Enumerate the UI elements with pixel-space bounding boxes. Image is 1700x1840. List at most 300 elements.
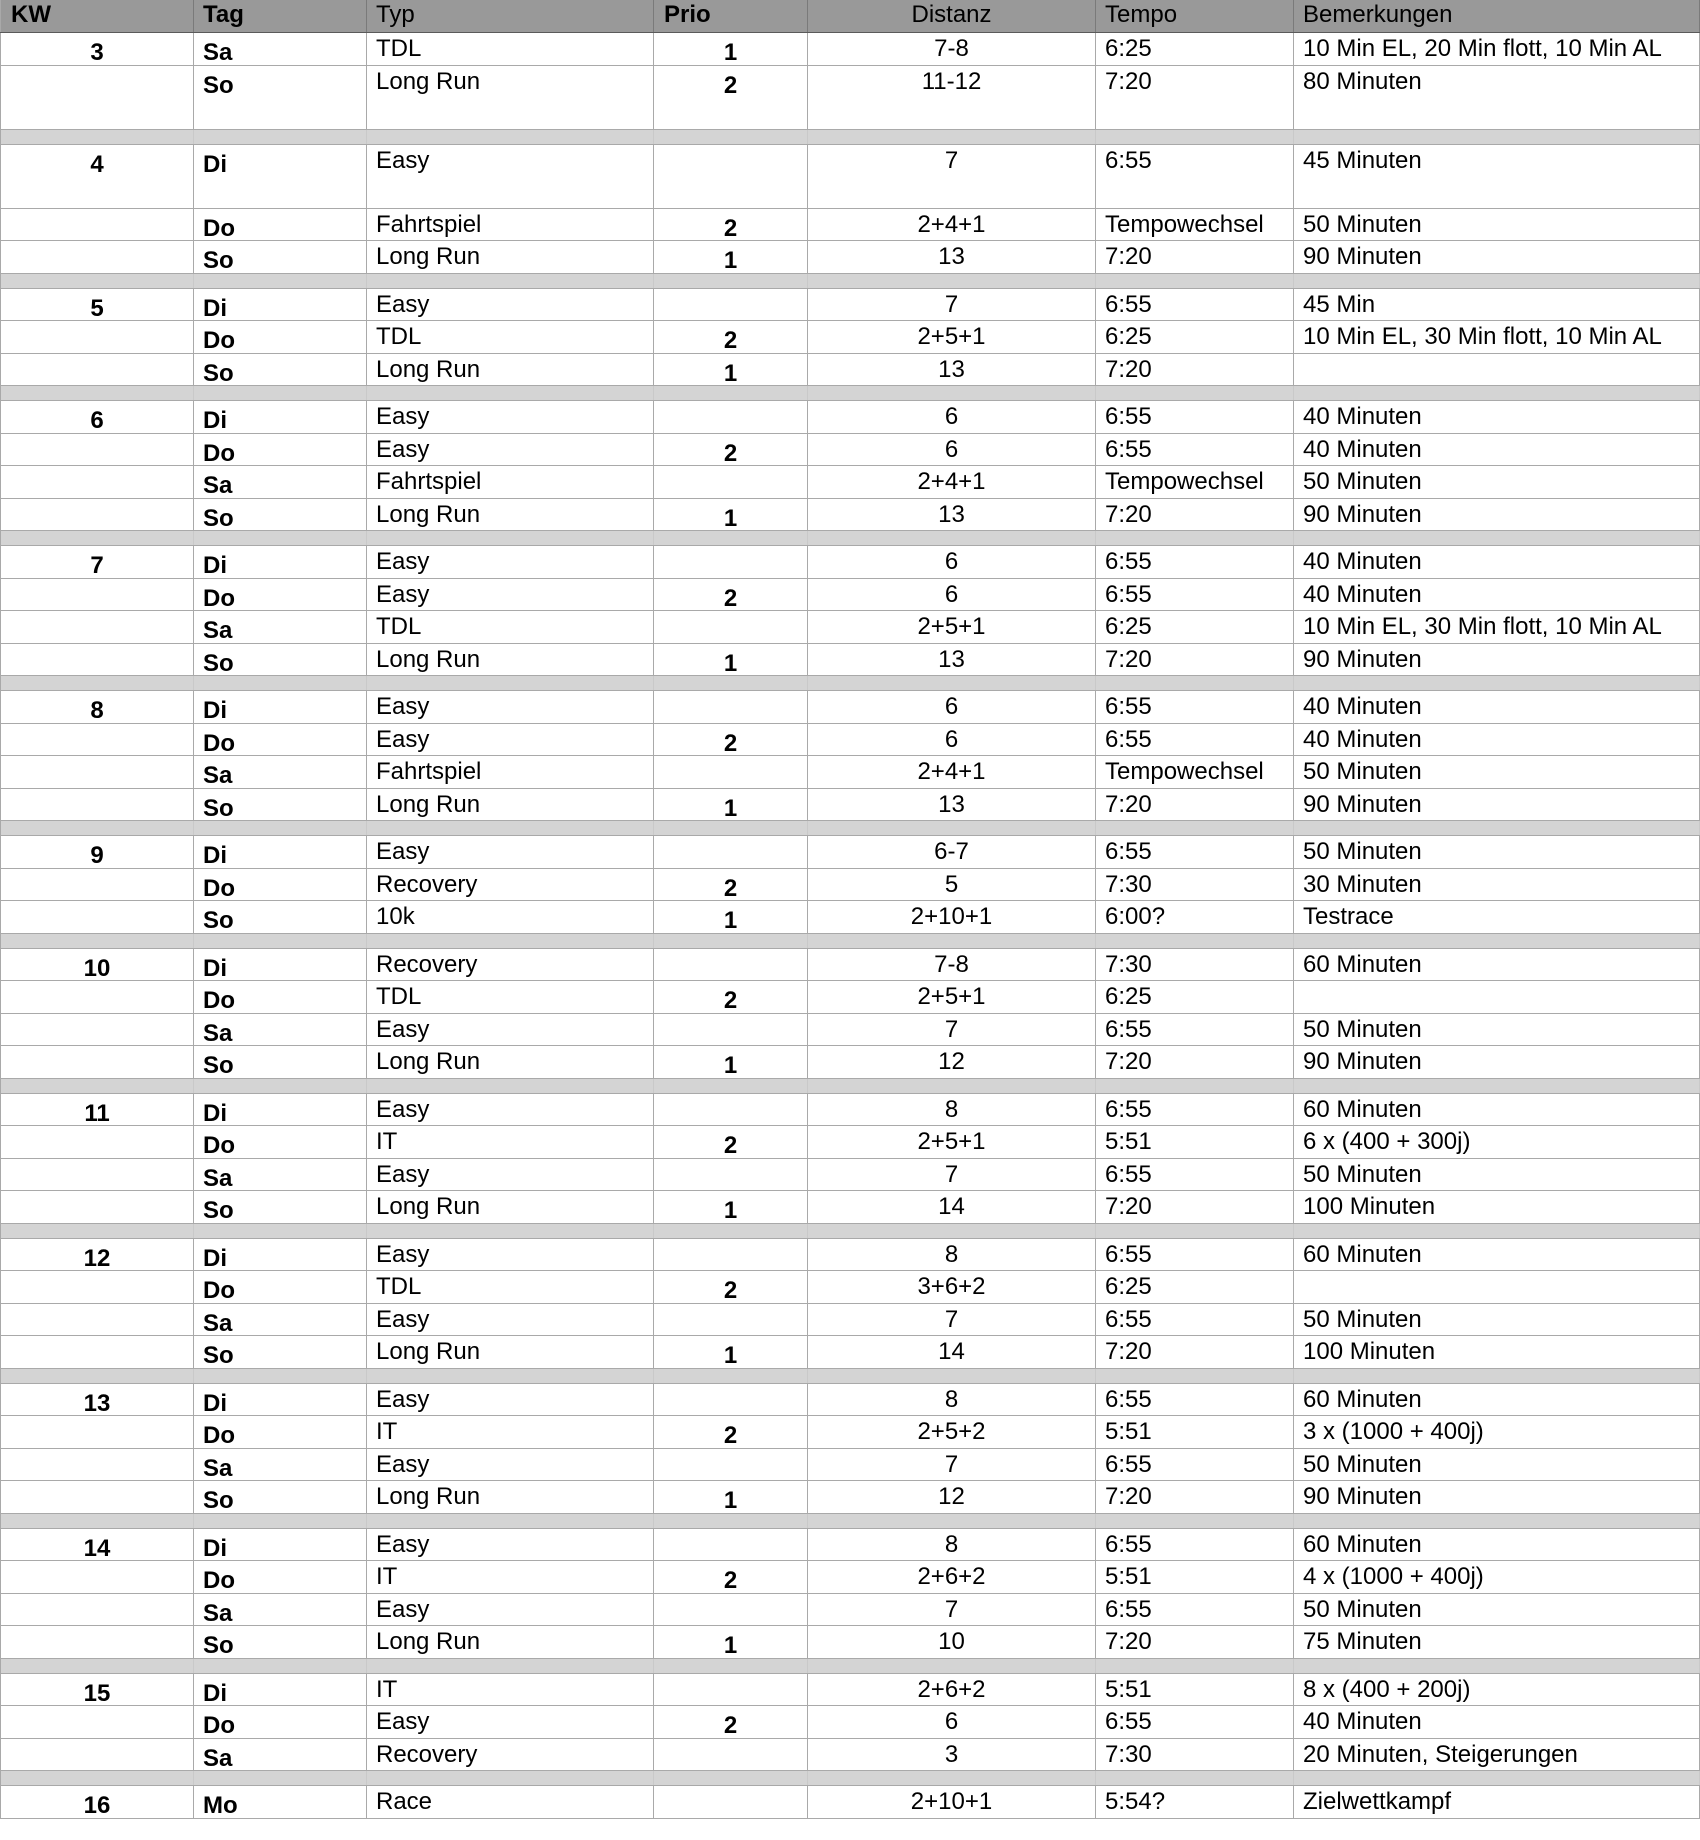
cell-typ[interactable]: 10k (367, 901, 654, 933)
cell-tempo[interactable]: 6:55 (1096, 145, 1294, 208)
cell-distanz[interactable]: 2+6+2 (808, 1561, 1096, 1593)
cell-typ[interactable]: Long Run (367, 241, 654, 273)
cell-tempo[interactable]: Tempowechsel (1096, 466, 1294, 498)
cell-tempo[interactable]: 6:25 (1096, 33, 1294, 65)
cell-tempo[interactable]: 6:25 (1096, 321, 1294, 353)
cell-tempo[interactable]: 6:55 (1096, 1529, 1294, 1561)
cell-tag[interactable]: Do (194, 724, 367, 756)
cell-tag[interactable]: Sa (194, 466, 367, 498)
cell-tag[interactable]: Do (194, 1561, 367, 1593)
cell-bem[interactable]: 10 Min EL, 30 Min flott, 10 Min AL (1294, 321, 1700, 353)
cell-typ[interactable]: Recovery (367, 949, 654, 981)
cell-kw[interactable] (0, 241, 194, 273)
cell-distanz[interactable]: 2+4+1 (808, 209, 1096, 241)
cell-prio[interactable]: 1 (654, 789, 808, 821)
cell-tag[interactable]: Do (194, 981, 367, 1013)
cell-kw[interactable]: 5 (0, 289, 194, 321)
cell-tag[interactable]: Di (194, 546, 367, 578)
cell-prio[interactable]: 1 (654, 901, 808, 933)
cell-bem[interactable]: 40 Minuten (1294, 579, 1700, 611)
cell-typ[interactable]: Easy (367, 289, 654, 321)
cell-bem[interactable]: 50 Minuten (1294, 1159, 1700, 1191)
cell-distanz[interactable]: 8 (808, 1239, 1096, 1271)
cell-typ[interactable]: Easy (367, 579, 654, 611)
cell-prio[interactable] (654, 1304, 808, 1336)
column-header-tag[interactable]: Tag (194, 0, 367, 32)
cell-distanz[interactable]: 2+6+2 (808, 1674, 1096, 1706)
cell-prio[interactable] (654, 1239, 808, 1271)
cell-typ[interactable]: Long Run (367, 644, 654, 676)
cell-prio[interactable] (654, 401, 808, 433)
cell-bem[interactable] (1294, 1271, 1700, 1303)
cell-typ[interactable]: Long Run (367, 1191, 654, 1223)
cell-kw[interactable] (0, 466, 194, 498)
cell-tag[interactable]: So (194, 1481, 367, 1513)
cell-bem[interactable]: Zielwettkampf (1294, 1786, 1700, 1818)
cell-kw[interactable] (0, 1126, 194, 1158)
cell-bem[interactable]: 50 Minuten (1294, 756, 1700, 788)
cell-typ[interactable]: Long Run (367, 1626, 654, 1658)
cell-kw[interactable] (0, 1014, 194, 1046)
cell-bem[interactable]: 40 Minuten (1294, 1706, 1700, 1738)
cell-tempo[interactable]: 7:20 (1096, 1046, 1294, 1078)
column-header-typ[interactable]: Typ (367, 0, 654, 32)
cell-tempo[interactable]: 6:25 (1096, 981, 1294, 1013)
cell-bem[interactable]: 40 Minuten (1294, 434, 1700, 466)
cell-bem[interactable]: 60 Minuten (1294, 1239, 1700, 1271)
cell-tag[interactable]: So (194, 241, 367, 273)
cell-kw[interactable] (0, 1739, 194, 1771)
cell-bem[interactable]: 60 Minuten (1294, 949, 1700, 981)
cell-kw[interactable] (0, 756, 194, 788)
cell-tempo[interactable]: 6:55 (1096, 546, 1294, 578)
cell-tempo[interactable]: Tempowechsel (1096, 209, 1294, 241)
cell-prio[interactable]: 2 (654, 579, 808, 611)
cell-distanz[interactable]: 6 (808, 724, 1096, 756)
cell-tempo[interactable]: 7:20 (1096, 66, 1294, 129)
cell-prio[interactable] (654, 949, 808, 981)
cell-bem[interactable]: 50 Minuten (1294, 1304, 1700, 1336)
cell-typ[interactable]: Easy (367, 1094, 654, 1126)
cell-typ[interactable]: Easy (367, 546, 654, 578)
cell-typ[interactable]: Easy (367, 145, 654, 208)
cell-prio[interactable]: 2 (654, 1126, 808, 1158)
cell-distanz[interactable]: 2+5+1 (808, 1126, 1096, 1158)
cell-typ[interactable]: Easy (367, 1014, 654, 1046)
cell-kw[interactable]: 7 (0, 546, 194, 578)
cell-typ[interactable]: TDL (367, 33, 654, 65)
cell-bem[interactable]: 40 Minuten (1294, 724, 1700, 756)
cell-bem[interactable]: 75 Minuten (1294, 1626, 1700, 1658)
cell-bem[interactable]: 100 Minuten (1294, 1191, 1700, 1223)
cell-typ[interactable]: Easy (367, 1239, 654, 1271)
cell-bem[interactable]: 90 Minuten (1294, 644, 1700, 676)
cell-kw[interactable] (0, 1706, 194, 1738)
cell-tag[interactable]: Do (194, 1706, 367, 1738)
cell-tag[interactable]: Sa (194, 611, 367, 643)
cell-distanz[interactable]: 13 (808, 241, 1096, 273)
cell-tempo[interactable]: 7:20 (1096, 789, 1294, 821)
column-header-prio[interactable]: Prio (654, 0, 808, 32)
cell-bem[interactable]: 40 Minuten (1294, 401, 1700, 433)
cell-typ[interactable]: TDL (367, 1271, 654, 1303)
cell-prio[interactable]: 1 (654, 499, 808, 531)
cell-tag[interactable]: So (194, 1626, 367, 1658)
cell-distanz[interactable]: 2+5+1 (808, 611, 1096, 643)
cell-tag[interactable]: So (194, 1046, 367, 1078)
cell-distanz[interactable]: 7 (808, 1014, 1096, 1046)
cell-distanz[interactable]: 6 (808, 546, 1096, 578)
cell-prio[interactable]: 1 (654, 33, 808, 65)
cell-tag[interactable]: Sa (194, 1159, 367, 1191)
cell-bem[interactable]: 3 x (1000 + 400j) (1294, 1416, 1700, 1448)
cell-kw[interactable] (0, 499, 194, 531)
cell-typ[interactable]: Easy (367, 724, 654, 756)
cell-prio[interactable]: 1 (654, 1626, 808, 1658)
cell-prio[interactable]: 2 (654, 434, 808, 466)
cell-tempo[interactable]: 7:30 (1096, 1739, 1294, 1771)
cell-distanz[interactable]: 13 (808, 499, 1096, 531)
cell-kw[interactable]: 4 (0, 145, 194, 208)
cell-distanz[interactable]: 2+4+1 (808, 756, 1096, 788)
cell-kw[interactable] (0, 209, 194, 241)
cell-typ[interactable]: Easy (367, 1304, 654, 1336)
cell-distanz[interactable]: 3+6+2 (808, 1271, 1096, 1303)
cell-typ[interactable]: Easy (367, 1529, 654, 1561)
cell-kw[interactable]: 12 (0, 1239, 194, 1271)
column-header-bemerkungen[interactable]: Bemerkungen (1294, 0, 1700, 32)
cell-kw[interactable]: 10 (0, 949, 194, 981)
cell-prio[interactable]: 2 (654, 1561, 808, 1593)
cell-prio[interactable]: 2 (654, 981, 808, 1013)
cell-tempo[interactable]: 6:55 (1096, 1384, 1294, 1416)
cell-tempo[interactable]: 6:55 (1096, 691, 1294, 723)
cell-tempo[interactable]: 7:30 (1096, 949, 1294, 981)
cell-tempo[interactable]: 6:55 (1096, 289, 1294, 321)
cell-distanz[interactable]: 6-7 (808, 836, 1096, 868)
cell-prio[interactable]: 2 (654, 1706, 808, 1738)
cell-kw[interactable] (0, 1594, 194, 1626)
cell-bem[interactable]: 50 Minuten (1294, 1014, 1700, 1046)
cell-distanz[interactable]: 13 (808, 644, 1096, 676)
cell-bem[interactable]: 30 Minuten (1294, 869, 1700, 901)
cell-tempo[interactable]: 6:25 (1096, 611, 1294, 643)
cell-tag[interactable]: Do (194, 869, 367, 901)
cell-kw[interactable]: 16 (0, 1786, 194, 1818)
cell-prio[interactable] (654, 1449, 808, 1481)
cell-tempo[interactable]: 6:55 (1096, 1706, 1294, 1738)
cell-tag[interactable]: Do (194, 579, 367, 611)
cell-distanz[interactable]: 7 (808, 1304, 1096, 1336)
cell-tempo[interactable]: 6:55 (1096, 1594, 1294, 1626)
cell-typ[interactable]: Long Run (367, 354, 654, 386)
cell-prio[interactable] (654, 145, 808, 208)
cell-tempo[interactable]: 7:20 (1096, 354, 1294, 386)
cell-kw[interactable] (0, 1481, 194, 1513)
cell-distanz[interactable]: 2+10+1 (808, 1786, 1096, 1818)
cell-typ[interactable]: Race (367, 1786, 654, 1818)
cell-distanz[interactable]: 11-12 (808, 66, 1096, 129)
cell-kw[interactable]: 9 (0, 836, 194, 868)
cell-tempo[interactable]: 5:51 (1096, 1126, 1294, 1158)
cell-typ[interactable]: Easy (367, 434, 654, 466)
cell-bem[interactable]: 10 Min EL, 20 Min flott, 10 Min AL (1294, 33, 1700, 65)
cell-bem[interactable]: 8 x (400 + 200j) (1294, 1674, 1700, 1706)
cell-bem[interactable]: 50 Minuten (1294, 1594, 1700, 1626)
cell-tag[interactable]: Do (194, 321, 367, 353)
cell-typ[interactable]: Easy (367, 401, 654, 433)
cell-typ[interactable]: Easy (367, 1449, 654, 1481)
cell-bem[interactable]: 4 x (1000 + 400j) (1294, 1561, 1700, 1593)
cell-distanz[interactable]: 10 (808, 1626, 1096, 1658)
cell-bem[interactable]: 50 Minuten (1294, 209, 1700, 241)
cell-tempo[interactable]: 7:20 (1096, 644, 1294, 676)
cell-tempo[interactable]: 6:55 (1096, 579, 1294, 611)
cell-distanz[interactable]: 6 (808, 401, 1096, 433)
cell-typ[interactable]: Recovery (367, 1739, 654, 1771)
cell-bem[interactable]: 10 Min EL, 30 Min flott, 10 Min AL (1294, 611, 1700, 643)
cell-bem[interactable]: 90 Minuten (1294, 1481, 1700, 1513)
cell-kw[interactable] (0, 1336, 194, 1368)
cell-typ[interactable]: Fahrtspiel (367, 209, 654, 241)
cell-prio[interactable]: 2 (654, 1416, 808, 1448)
cell-tag[interactable]: Di (194, 1529, 367, 1561)
cell-kw[interactable]: 15 (0, 1674, 194, 1706)
cell-tag[interactable]: So (194, 1336, 367, 1368)
cell-kw[interactable] (0, 724, 194, 756)
cell-distanz[interactable]: 7-8 (808, 949, 1096, 981)
cell-tempo[interactable]: 6:55 (1096, 724, 1294, 756)
cell-tempo[interactable]: 6:55 (1096, 1304, 1294, 1336)
cell-kw[interactable] (0, 1304, 194, 1336)
cell-tempo[interactable]: 6:55 (1096, 434, 1294, 466)
cell-prio[interactable] (654, 691, 808, 723)
cell-typ[interactable]: Fahrtspiel (367, 756, 654, 788)
cell-kw[interactable] (0, 981, 194, 1013)
cell-typ[interactable]: Easy (367, 1594, 654, 1626)
cell-tag[interactable]: So (194, 499, 367, 531)
cell-typ[interactable]: Easy (367, 1159, 654, 1191)
cell-distanz[interactable]: 7 (808, 289, 1096, 321)
cell-bem[interactable]: 100 Minuten (1294, 1336, 1700, 1368)
cell-bem[interactable]: 60 Minuten (1294, 1094, 1700, 1126)
cell-typ[interactable]: Long Run (367, 66, 654, 129)
cell-tag[interactable]: So (194, 354, 367, 386)
cell-tempo[interactable]: 7:20 (1096, 499, 1294, 531)
cell-tempo[interactable]: Tempowechsel (1096, 756, 1294, 788)
cell-tempo[interactable]: 5:54? (1096, 1786, 1294, 1818)
cell-tag[interactable]: Sa (194, 756, 367, 788)
cell-distanz[interactable]: 6 (808, 434, 1096, 466)
cell-kw[interactable] (0, 869, 194, 901)
cell-tempo[interactable]: 6:55 (1096, 836, 1294, 868)
cell-typ[interactable]: IT (367, 1561, 654, 1593)
cell-distanz[interactable]: 6 (808, 691, 1096, 723)
cell-tag[interactable]: Di (194, 1239, 367, 1271)
cell-distanz[interactable]: 7 (808, 1159, 1096, 1191)
cell-prio[interactable]: 1 (654, 1481, 808, 1513)
cell-prio[interactable] (654, 1739, 808, 1771)
cell-tag[interactable]: Di (194, 1094, 367, 1126)
column-header-distanz[interactable]: Distanz (808, 0, 1096, 32)
cell-typ[interactable]: IT (367, 1416, 654, 1448)
cell-tempo[interactable]: 6:00? (1096, 901, 1294, 933)
cell-typ[interactable]: Easy (367, 1384, 654, 1416)
cell-bem[interactable]: 6 x (400 + 300j) (1294, 1126, 1700, 1158)
cell-prio[interactable]: 2 (654, 1271, 808, 1303)
cell-tag[interactable]: Do (194, 209, 367, 241)
cell-typ[interactable]: Long Run (367, 499, 654, 531)
cell-kw[interactable] (0, 901, 194, 933)
cell-typ[interactable]: TDL (367, 321, 654, 353)
cell-tag[interactable]: Mo (194, 1786, 367, 1818)
cell-prio[interactable] (654, 289, 808, 321)
cell-kw[interactable] (0, 644, 194, 676)
cell-tempo[interactable]: 7:20 (1096, 1336, 1294, 1368)
cell-tempo[interactable]: 7:20 (1096, 1191, 1294, 1223)
cell-tag[interactable]: Di (194, 691, 367, 723)
cell-distanz[interactable]: 13 (808, 789, 1096, 821)
cell-tempo[interactable]: 5:51 (1096, 1416, 1294, 1448)
cell-tempo[interactable]: 6:25 (1096, 1271, 1294, 1303)
cell-distanz[interactable]: 14 (808, 1191, 1096, 1223)
cell-distanz[interactable]: 6 (808, 579, 1096, 611)
cell-distanz[interactable]: 12 (808, 1046, 1096, 1078)
cell-bem[interactable]: 45 Minuten (1294, 145, 1700, 208)
cell-tag[interactable]: Di (194, 1674, 367, 1706)
cell-tag[interactable]: Di (194, 836, 367, 868)
cell-prio[interactable]: 1 (654, 241, 808, 273)
cell-distanz[interactable]: 12 (808, 1481, 1096, 1513)
cell-tempo[interactable]: 7:20 (1096, 1626, 1294, 1658)
cell-kw[interactable] (0, 1416, 194, 1448)
cell-kw[interactable] (0, 1561, 194, 1593)
cell-tag[interactable]: Sa (194, 33, 367, 65)
cell-tag[interactable]: So (194, 789, 367, 821)
cell-typ[interactable]: Long Run (367, 789, 654, 821)
cell-kw[interactable] (0, 1191, 194, 1223)
cell-tempo[interactable]: 6:55 (1096, 1239, 1294, 1271)
cell-tag[interactable]: Sa (194, 1304, 367, 1336)
cell-distanz[interactable]: 7-8 (808, 33, 1096, 65)
cell-distanz[interactable]: 2+5+1 (808, 981, 1096, 1013)
cell-tag[interactable]: Di (194, 949, 367, 981)
cell-tempo[interactable]: 6:55 (1096, 1094, 1294, 1126)
cell-prio[interactable]: 1 (654, 1336, 808, 1368)
cell-distanz[interactable]: 2+5+1 (808, 321, 1096, 353)
cell-bem[interactable]: 40 Minuten (1294, 691, 1700, 723)
cell-tag[interactable]: Sa (194, 1739, 367, 1771)
cell-typ[interactable]: IT (367, 1126, 654, 1158)
cell-prio[interactable]: 2 (654, 321, 808, 353)
cell-prio[interactable] (654, 1786, 808, 1818)
cell-bem[interactable]: 90 Minuten (1294, 241, 1700, 273)
cell-tag[interactable]: Di (194, 1384, 367, 1416)
cell-prio[interactable]: 1 (654, 1191, 808, 1223)
cell-prio[interactable]: 1 (654, 354, 808, 386)
cell-typ[interactable]: IT (367, 1674, 654, 1706)
cell-typ[interactable]: Long Run (367, 1336, 654, 1368)
cell-kw[interactable]: 13 (0, 1384, 194, 1416)
cell-bem[interactable]: 20 Minuten, Steigerungen (1294, 1739, 1700, 1771)
cell-kw[interactable] (0, 579, 194, 611)
cell-typ[interactable]: Easy (367, 1706, 654, 1738)
cell-distanz[interactable]: 2+4+1 (808, 466, 1096, 498)
cell-distanz[interactable]: 2+10+1 (808, 901, 1096, 933)
cell-distanz[interactable]: 6 (808, 1706, 1096, 1738)
cell-tag[interactable]: Do (194, 1416, 367, 1448)
cell-prio[interactable] (654, 1529, 808, 1561)
cell-kw[interactable] (0, 611, 194, 643)
cell-kw[interactable] (0, 1626, 194, 1658)
cell-prio[interactable] (654, 611, 808, 643)
cell-prio[interactable] (654, 836, 808, 868)
cell-kw[interactable]: 8 (0, 691, 194, 723)
cell-bem[interactable]: 90 Minuten (1294, 499, 1700, 531)
cell-bem[interactable]: 50 Minuten (1294, 836, 1700, 868)
cell-bem[interactable]: 40 Minuten (1294, 546, 1700, 578)
cell-prio[interactable]: 2 (654, 209, 808, 241)
cell-bem[interactable]: 80 Minuten (1294, 66, 1700, 129)
cell-distanz[interactable]: 8 (808, 1529, 1096, 1561)
cell-kw[interactable]: 3 (0, 33, 194, 65)
cell-kw[interactable] (0, 321, 194, 353)
cell-tag[interactable]: Di (194, 145, 367, 208)
cell-tag[interactable]: So (194, 1191, 367, 1223)
cell-distanz[interactable]: 7 (808, 1594, 1096, 1626)
cell-prio[interactable] (654, 1594, 808, 1626)
cell-distanz[interactable]: 5 (808, 869, 1096, 901)
cell-tempo[interactable]: 6:55 (1096, 401, 1294, 433)
cell-distanz[interactable]: 8 (808, 1384, 1096, 1416)
cell-prio[interactable] (654, 1094, 808, 1126)
cell-prio[interactable] (654, 1159, 808, 1191)
cell-kw[interactable]: 14 (0, 1529, 194, 1561)
cell-tempo[interactable]: 6:55 (1096, 1159, 1294, 1191)
column-header-kw[interactable]: KW (0, 0, 194, 32)
cell-typ[interactable]: Easy (367, 691, 654, 723)
cell-kw[interactable]: 11 (0, 1094, 194, 1126)
cell-typ[interactable]: Long Run (367, 1046, 654, 1078)
cell-prio[interactable]: 1 (654, 1046, 808, 1078)
cell-prio[interactable] (654, 1384, 808, 1416)
cell-typ[interactable]: Easy (367, 836, 654, 868)
cell-kw[interactable] (0, 789, 194, 821)
cell-tempo[interactable]: 6:55 (1096, 1014, 1294, 1046)
cell-prio[interactable] (654, 756, 808, 788)
cell-distanz[interactable]: 13 (808, 354, 1096, 386)
cell-bem[interactable] (1294, 354, 1700, 386)
cell-distanz[interactable]: 14 (808, 1336, 1096, 1368)
cell-bem[interactable]: 90 Minuten (1294, 789, 1700, 821)
column-header-tempo[interactable]: Tempo (1096, 0, 1294, 32)
cell-tempo[interactable]: 7:30 (1096, 869, 1294, 901)
cell-tempo[interactable]: 5:51 (1096, 1561, 1294, 1593)
cell-tag[interactable]: So (194, 66, 367, 129)
cell-distanz[interactable]: 3 (808, 1739, 1096, 1771)
cell-tag[interactable]: Do (194, 1126, 367, 1158)
cell-prio[interactable] (654, 466, 808, 498)
cell-bem[interactable]: 90 Minuten (1294, 1046, 1700, 1078)
cell-tag[interactable]: Sa (194, 1014, 367, 1046)
cell-prio[interactable]: 2 (654, 869, 808, 901)
cell-bem[interactable]: 45 Min (1294, 289, 1700, 321)
cell-bem[interactable] (1294, 981, 1700, 1013)
cell-typ[interactable]: TDL (367, 611, 654, 643)
cell-bem[interactable]: Testrace (1294, 901, 1700, 933)
cell-tag[interactable]: Sa (194, 1594, 367, 1626)
cell-bem[interactable]: 50 Minuten (1294, 466, 1700, 498)
